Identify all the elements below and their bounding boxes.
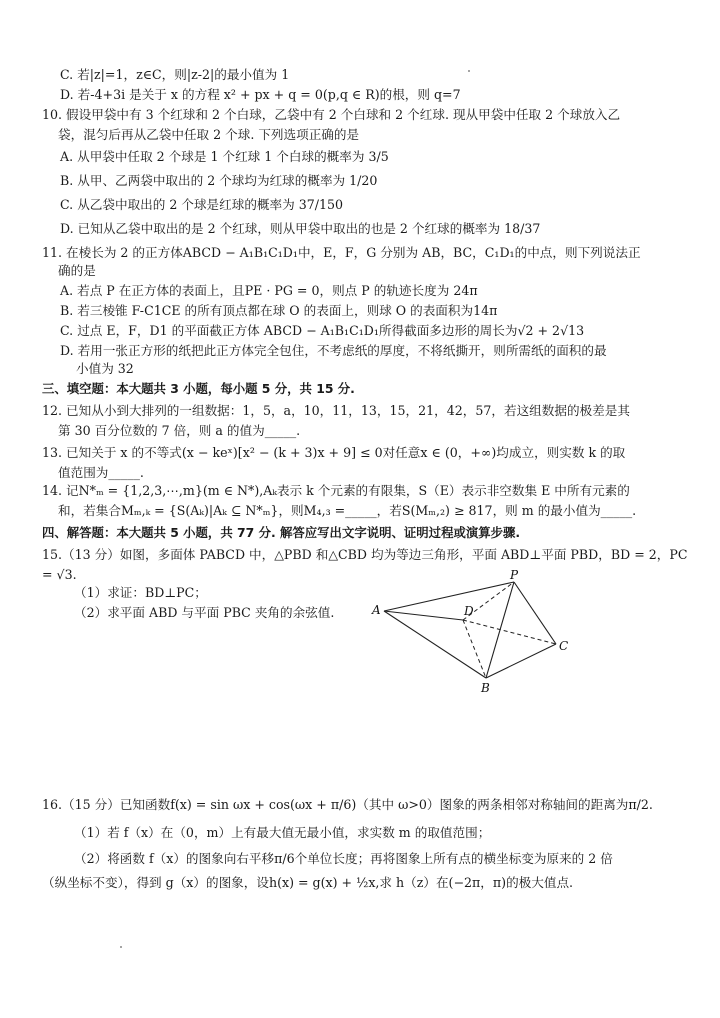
q10-option-d: D. 已知从乙袋中取出的是 2 个红球，则从甲袋中取出的也是 2 个红球的概率为 18/37 [60,221,541,236]
q16-stem: 16.（15 分）已知函数f(x) = sin ωx + cos(ωx + π/6)（其中 ω>0）图象的两条相邻对称轴间的距离为π/2. [42,797,653,812]
edge-ab [384,611,486,678]
label-b: B [481,681,490,695]
q11-stem-2: 确的是 [58,263,96,278]
q14-line-2: 和，若集合Mₘ,ₖ = {S(Aₖ)|Aₖ ⊆ N*ₘ}，则M₄,₃ =_____，若S(Mₘ,₂) ≥ 817，则 m 的最小值为_____. [58,503,637,518]
q14-line-1: 14. 记N*ₘ = {1,2,3,⋯,m}(m ∈ N*),Aₖ表示 k 个元素的有限集，S（E）表示非空数集 E 中所有元素的 [42,483,630,498]
q15-part-1: （1）求证：BD⊥PC； [74,585,207,600]
q11-option-b: B. 若三棱锥 F-C1CE 的所有顶点都在球 O 的表面上，则球 O 的表面积为14π [60,303,498,318]
q12-line-2: 第 30 百分位数的 7 倍，则 a 的值为_____. [58,423,301,438]
q16-part-2-line-2: （纵坐标不变），得到 g（x）的图象，设h(x) = g(x) + ½x,求 h（z）在(−2π，π)的极大值点. [42,875,574,890]
q16-part-2-line-1: （2）将函数 f（x）的图象向右平移π/6个单位长度；再将图象上所有点的横坐标变为原来的 2 倍 [74,851,613,866]
edge-bc [486,644,556,678]
scan-speck [120,946,122,948]
q15-part-2: （2）求平面 ABD 与平面 PBC 夹角的余弦值. [74,605,335,620]
q10-option-a: A. 从甲袋中任取 2 个球是 1 个红球 1 个白球的概率为 3/5 [60,149,389,164]
label-d: D [464,604,474,618]
label-c: C [559,639,569,653]
q11-option-c: C. 过点 E，F，D1 的平面截正方体 ABCD − A₁B₁C₁D₁所得截面多边形的周长为√2 + 2√13 [60,323,585,338]
q10-stem-2: 袋，混匀后再从乙袋中任取 2 个球. 下列选项正确的是 [58,127,360,142]
q11-option-d-2: 小值为 32 [76,361,134,376]
q12-line-1: 12. 已知从小到大排列的一组数据：1，5，a，10，11，13，15，21，42，57，若这组数据的极差是其 [42,403,630,418]
edge-ap [384,582,514,611]
q10-option-c: C. 从乙袋中取出的 2 个球是红球的概率为 37/150 [60,197,344,212]
q13-line-1: 13. 已知关于 x 的不等式(x − keˣ)[x² − (k + 3)x + 9] ≤ 0对任意x ∈ (0，+∞)均成立，则实数 k 的取 [42,445,626,460]
q10-stem-1: 10. 假设甲袋中有 3 个红球和 2 个白球，乙袋中有 2 个白球和 2 个红球. 现从甲袋中任取 2 个球放入乙 [42,107,621,122]
q11-option-d-1: D. 若用一张正方形的纸把此正方体完全包住，不考虑纸的厚度，不将纸撕开，则所需纸的面积的最 [60,343,607,358]
q11-option-a: A. 若点 P 在正方体的表面上，且PE · PG = 0，则点 P 的轨迹长度为 24π [60,283,478,298]
q11-stem-1: 11. 在棱长为 2 的正方体ABCD − A₁B₁C₁D₁中，E，F，G 分别为 AB，BC，C₁D₁的中点，则下列说法正 [42,245,641,260]
q15-stem-1: 15.（13 分）如图，多面体 PABCD 中，△PBD 和△CBD 均为等边三角形，平面 ABD⊥平面 PBD，BD = 2，PC [42,547,688,562]
label-p: P [510,568,519,582]
q16-part-1: （1）若 f（x）在（0，m）上有最大值无最小值，求实数 m 的取值范围； [74,825,491,840]
section-fill-in-heading: 三、填空题：本大题共 3 小题，每小题 5 分，共 15 分. [42,381,355,396]
edge-db [463,620,486,678]
section-answer-heading: 四、解答题：本大题共 5 小题，共 77 分. 解答应写出文字说明、证明过程或演算步骤. [42,525,521,540]
label-a: A [372,603,381,617]
polyhedron-figure [360,568,590,696]
scan-speck [468,70,470,72]
q9-option-c: C. 若|z|=1，z∈C，则|z-2|的最小值为 1 [60,67,290,82]
q13-line-2: 值范围为_____. [58,465,144,480]
q9-option-d: D. 若-4+3i 是关于 x 的方程 x² + px + q = 0(p,q ∈ R)的根，则 q=7 [60,87,461,102]
q10-option-b: B. 从甲、乙两袋中取出的 2 个球均为红球的概率为 1/20 [60,173,378,188]
q15-stem-2: = √3. [42,567,77,582]
polyhedron-diagram [360,568,590,696]
